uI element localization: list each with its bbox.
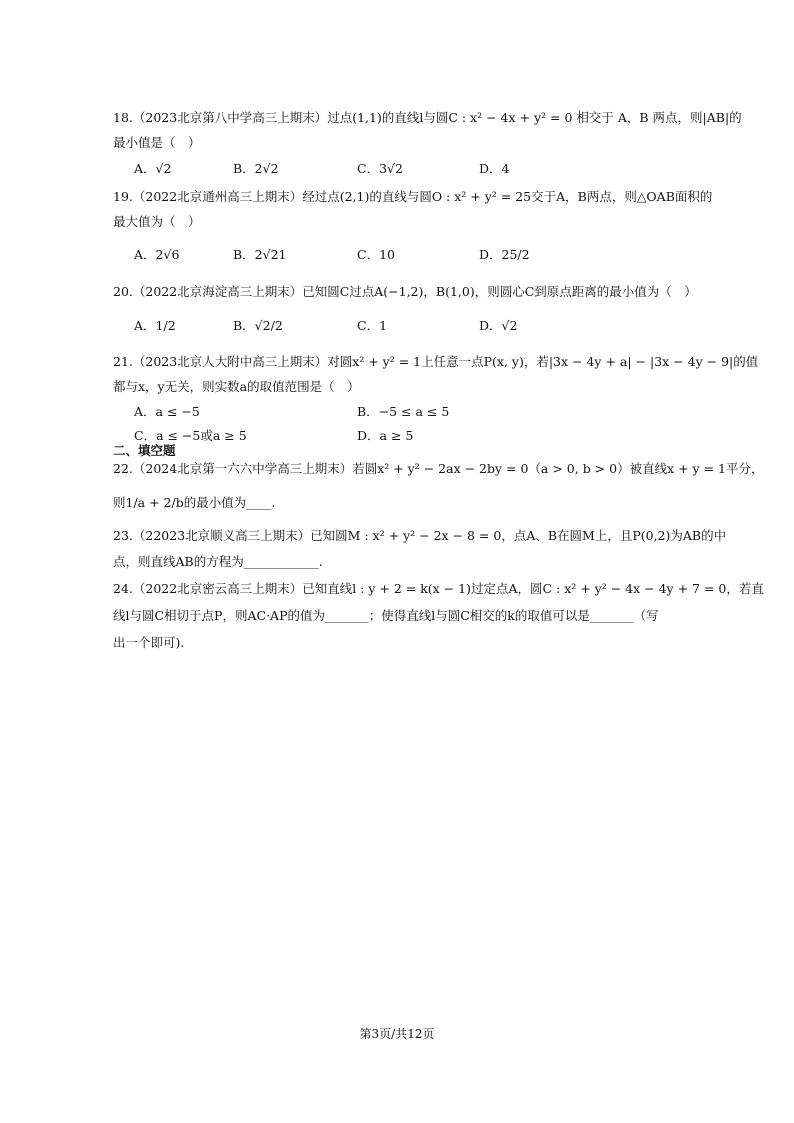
q19-option-b: B．2√21 bbox=[233, 247, 287, 262]
q19-line2: 最大值为（ ） bbox=[113, 214, 201, 229]
q19-option-a: A．2√6 bbox=[134, 247, 180, 262]
q18-option-c: C．3√2 bbox=[357, 161, 403, 176]
q22-line1: 22.（2024北京第一六六中学高三上期末）若圆x² + y² − 2ax − 2by = 0（a > 0, b > 0）被直线x + y = 1平分， bbox=[113, 461, 764, 476]
q18-option-d: D．4 bbox=[479, 161, 510, 176]
q24-line3: 出一个即可). bbox=[113, 635, 185, 650]
page-footer: 第3页/共12页 bbox=[359, 1027, 435, 1041]
q19-option-d: D．25/2 bbox=[479, 247, 530, 262]
q24-line1: 24.（2022北京密云高三上期末）已知直线l : y + 2 = k(x − 1)过定点A，圆C : x² + y² − 4x − 4y + 7 = 0，若直 bbox=[113, 581, 764, 596]
q23-line2: 点，则直线AB的方程为____________. bbox=[113, 554, 323, 569]
q20-option-a: A．1/2 bbox=[134, 318, 176, 333]
q18-line2: 最小值是（ ） bbox=[113, 135, 201, 150]
q23-line1: 23.（22023北京顺义高三上期末）已知圆M : x² + y² − 2x − 8 = 0，点A、B在圆M上，且P(0,2)为AB的中 bbox=[113, 528, 727, 543]
q19-option-c: C．10 bbox=[357, 247, 395, 262]
q21-line1: 21.（2023北京人大附中高三上期末）对圆x² + y² = 1上任意一点P(x, y)，若|3x − 4y + a| − |3x − 4y − 9|的值 bbox=[113, 354, 759, 369]
q21-option-a: A．a ≤ −5 bbox=[134, 404, 200, 419]
q18-option-b: B．2√2 bbox=[233, 161, 279, 176]
q20-option-c: C．1 bbox=[357, 318, 388, 333]
q18-line1: 18.（2023北京第八中学高三上期末）过点(1,1)的直线l与圆C : x² − 4x + y² = 0 相交于 A，B 两点，则|AB|的 bbox=[113, 110, 742, 125]
q19-line1: 19.（2022北京通州高三上期末）经过点(2,1)的直线与圆O : x² + y² = 25交于A，B两点，则△OAB面积的 bbox=[113, 189, 713, 204]
q21-option-c: C．a ≤ −5或a ≥ 5 bbox=[134, 428, 247, 443]
section-fill-in-blank: 二、填空题 bbox=[113, 443, 176, 458]
q18-option-a: A．√2 bbox=[134, 161, 172, 176]
q21-option-b: B．−5 ≤ a ≤ 5 bbox=[357, 404, 450, 419]
q22-line2: 则1/a + 2/b的最小值为____. bbox=[113, 495, 276, 510]
q24-line2: 线l与圆C相切于点P，则AC·AP的值为_______；使得直线l与圆C相交的k的取值可以是_______（写 bbox=[113, 608, 659, 623]
q20-option-d: D．√2 bbox=[479, 318, 518, 333]
q20-line1: 20.（2022北京海淀高三上期末）已知圆C过点A(−1,2)，B(1,0)，则圆心C到原点距离的最小值为（ ） bbox=[113, 284, 697, 299]
q21-option-d: D．a ≥ 5 bbox=[357, 428, 414, 443]
q20-option-b: B．√2/2 bbox=[233, 318, 283, 333]
q21-line2: 都与x，y无关，则实数a的取值范围是（ ） bbox=[113, 379, 360, 394]
